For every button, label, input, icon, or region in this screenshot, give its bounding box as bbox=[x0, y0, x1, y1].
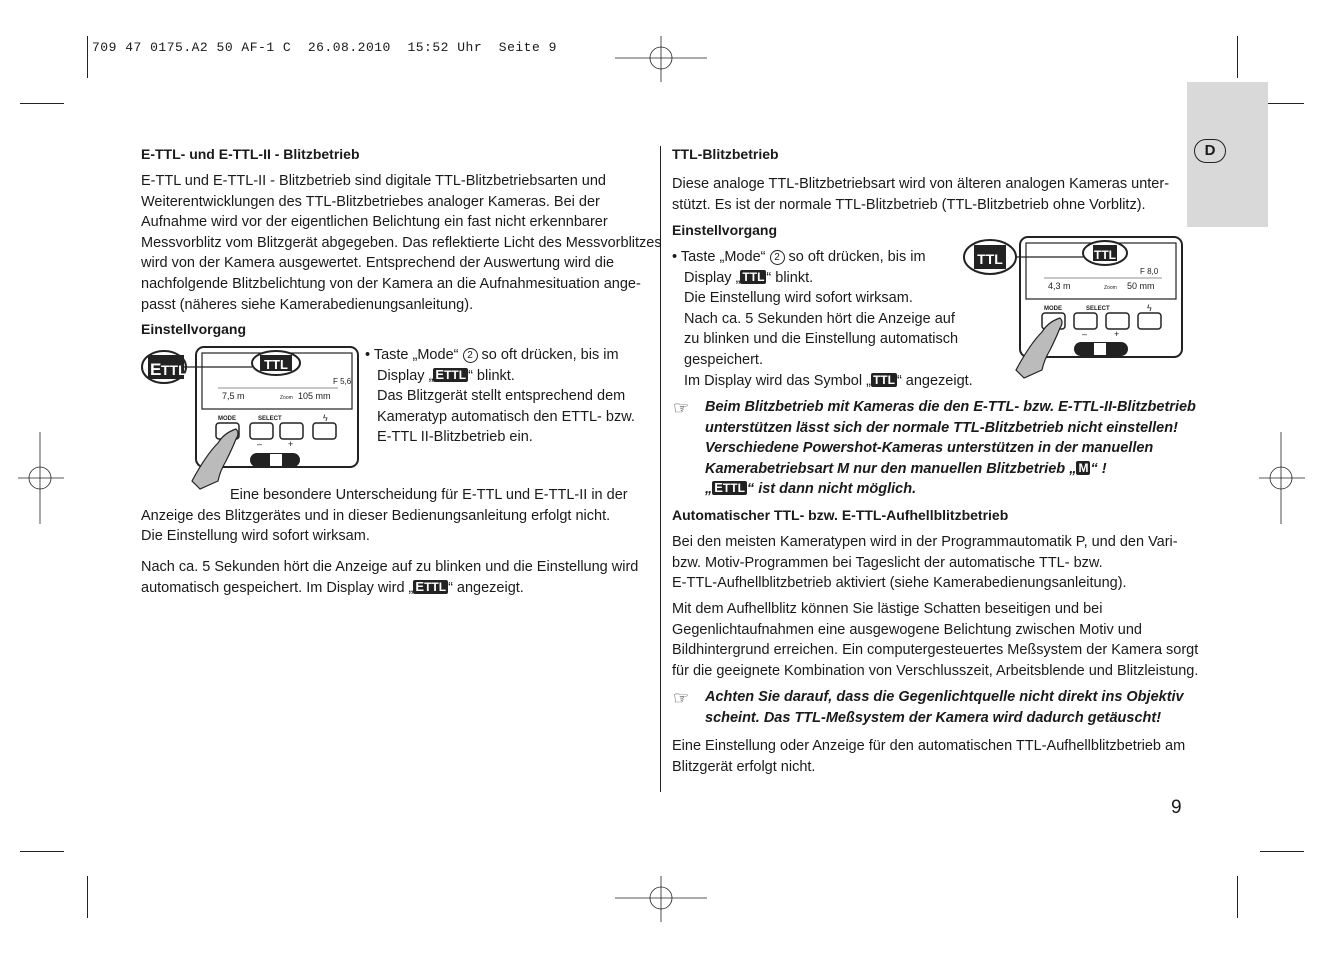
note-text: Beim Blitzbetrieb mit Kameras die den E-TTL- bzw. E-TTL-II-Blitzbetrieb unterstützen lässt sich der normale TTL-Blitzbetrieb nicht einstellen! Verschiedene Powershot-Kameras unterstützen in der manuellen Kamerabetriebsart M nur den manuellen Blitzbetrieb „ M “ ! „ ETTL “ ist dann nicht möglich. bbox=[705, 399, 1196, 498]
crop-mark bbox=[87, 36, 88, 78]
svg-text:50 mm: 50 mm bbox=[1127, 281, 1155, 291]
ttl-symbol: TTL bbox=[872, 372, 895, 387]
svg-text:F 8,0: F 8,0 bbox=[1140, 267, 1159, 276]
svg-text:Zoom: Zoom bbox=[280, 395, 293, 401]
paragraph-program-mode: Bei den meisten Kameratypen wird in der Programmautomatik P, und den Vari- bzw. Motiv-Programmen bei Tageslicht der automatische TTL- bzw. E-TTL-Aufhellblitzbetrieb aktiviert (siehe Kamerabedienungsanleitung). bbox=[672, 534, 1178, 592]
crop-mark bbox=[1237, 876, 1238, 918]
button-number-badge: 2 bbox=[463, 348, 478, 363]
svg-text:ϟ: ϟ bbox=[323, 413, 328, 423]
svg-text:F 5,6: F 5,6 bbox=[333, 377, 352, 386]
svg-text:SELECT: SELECT bbox=[258, 416, 282, 422]
button-number-badge: 2 bbox=[770, 250, 785, 265]
crop-mark bbox=[1260, 851, 1304, 852]
section-heading: E-TTL- und E-TTL-II - Blitzbetrieb bbox=[141, 146, 360, 162]
crop-mark bbox=[20, 851, 64, 852]
flash-display-illustration bbox=[140, 343, 362, 491]
registration-mark-right bbox=[1259, 432, 1305, 524]
svg-text:TTL: TTL bbox=[161, 362, 187, 378]
ettl-symbol: ETTL bbox=[415, 578, 447, 594]
pointing-hand-icon: ☞ bbox=[673, 688, 690, 708]
final-paragraph: Nach ca. 5 Sekunden hört die Anzeige auf zu blinken und die Einstellung wird automatisch gespeichert. Im Display wird „ ETTL “ angezeigt. bbox=[141, 559, 639, 596]
svg-text:TTL: TTL bbox=[1094, 248, 1116, 262]
svg-text:4,3 m: 4,3 m bbox=[1048, 281, 1071, 291]
svg-text:ϟ: ϟ bbox=[1147, 303, 1152, 313]
paragraph-fill-flash: Mit dem Aufhellblitz können Sie lästige Schatten beseitigen und bei Gegenlichtaufnahmen eine ausgewogene Belichtung zwischen Motiv und Bildhintergrund erreichen. Ein computergesteuertes Meßsystem der Kamera sorgt für die geeignete Kombination von Verschlusszeit, Arbeitsblende und Blitzleistung. bbox=[672, 601, 1199, 679]
left-step: • Taste „Mode“ 2 so oft drücken, bis im Display „ ETTL “ blinkt. Das Blitzgerät stellt entsprechend dem Kameratyp automatisch den ETTL- bzw. E-TTL II-Blitzbetrieb ein. bbox=[365, 347, 635, 446]
print-slug: 709 47 0175.A2 50 AF-1 C 26.08.2010 15:52 Uhr Seite 9 bbox=[92, 40, 557, 55]
svg-text:SELECT: SELECT bbox=[1086, 306, 1110, 312]
svg-text:Zoom: Zoom bbox=[1104, 285, 1117, 291]
registration-mark-left bbox=[18, 432, 64, 524]
manual-m-symbol: M bbox=[1078, 460, 1089, 475]
language-badge: D bbox=[1194, 139, 1226, 163]
svg-text:+: + bbox=[288, 439, 294, 449]
intro-paragraph: E-TTL und E-TTL-II - Blitzbetrieb sind digitale TTL-Blitzbetriebsarten und Weiterentwicklungen des TTL-Blitzbetriebes analoger Kameras. Bei der Aufnahme wird vor der eigentlichen Belichtung ein fast nicht erkennbarer Messvorblitz vom Blitzgerät abgegeben. Das reflektierte Licht des Messvorblitzes wird von der Kamera ausgewertet. Entsprechend der Auswertung wird die nachfolgende Blitzbelichtung von der Kamera an die Aufnahmesituation ange- passt (näheres siehe Kamerabedienungsanleitung). bbox=[141, 173, 662, 313]
ettl-symbol: ETTL bbox=[714, 480, 745, 496]
svg-text:MODE: MODE bbox=[1044, 306, 1062, 312]
svg-text:7,5 m: 7,5 m bbox=[222, 391, 245, 401]
section-heading: TTL-Blitzbetrieb bbox=[672, 146, 779, 162]
crop-mark bbox=[87, 876, 88, 918]
flash-display-illustration bbox=[962, 234, 1186, 382]
crop-mark bbox=[20, 103, 64, 104]
svg-text:TTL: TTL bbox=[977, 251, 1003, 267]
ettl-symbol: ETTL bbox=[435, 366, 467, 382]
pointing-hand-icon: ☞ bbox=[673, 398, 690, 418]
note-text: Achten Sie darauf, dass die Gegenlichtquelle nicht direkt ins Objektiv scheint. Das TTL-Meßsystem der Kamera wird dadurch getäuscht! bbox=[705, 689, 1184, 726]
right-step: • Taste „Mode“ 2 so oft drücken, bis im Display „ TTL “ blinkt. Die Einstellung wird sofort wirksam. Nach ca. 5 Sekunden hört die Anzeige auf zu blinken und die Einstellung automatisch gespeichert. Im Display wird das Symbol „ TTL “ angezeigt. bbox=[672, 249, 973, 389]
subheading: Einstellvorgang bbox=[672, 222, 778, 238]
subheading: Einstellvorgang bbox=[141, 321, 247, 337]
svg-text:–: – bbox=[257, 439, 263, 449]
page-number: 9 bbox=[1171, 797, 1182, 818]
svg-text:E: E bbox=[150, 360, 162, 379]
after-step-text: Eine besondere Unterscheidung für E-TTL und E-TTL-II in der Anzeige des Blitzgerätes und in dieser Bedienungsanleitung erfolgt nicht. Die Einstellung wird sofort wirksam. bbox=[141, 487, 628, 545]
svg-text:+: + bbox=[1114, 329, 1120, 339]
ttl-symbol: TTL bbox=[742, 269, 765, 284]
crop-mark bbox=[1237, 36, 1238, 78]
paragraph-final: Eine Einstellung oder Anzeige für den automatischen TTL-Aufhellblitzbetrieb am Blitzgerät erfolgt nicht. bbox=[672, 738, 1186, 775]
svg-text:TTL: TTL bbox=[264, 357, 288, 372]
registration-mark-top bbox=[615, 36, 707, 82]
svg-text:MODE: MODE bbox=[218, 416, 236, 422]
registration-mark-bottom bbox=[615, 876, 707, 922]
intro-paragraph: Diese analoge TTL-Blitzbetriebsart wird von älteren analogen Kameras unter- stützt. Es ist der normale TTL-Blitzbetrieb (TTL-Blitzbetrieb ohne Vorblitz). bbox=[672, 176, 1170, 213]
section-heading-2: Automatischer TTL- bzw. E-TTL-Aufhellblitzbetrieb bbox=[672, 507, 1009, 523]
svg-text:105 mm: 105 mm bbox=[298, 391, 331, 401]
svg-text:–: – bbox=[1082, 329, 1088, 339]
